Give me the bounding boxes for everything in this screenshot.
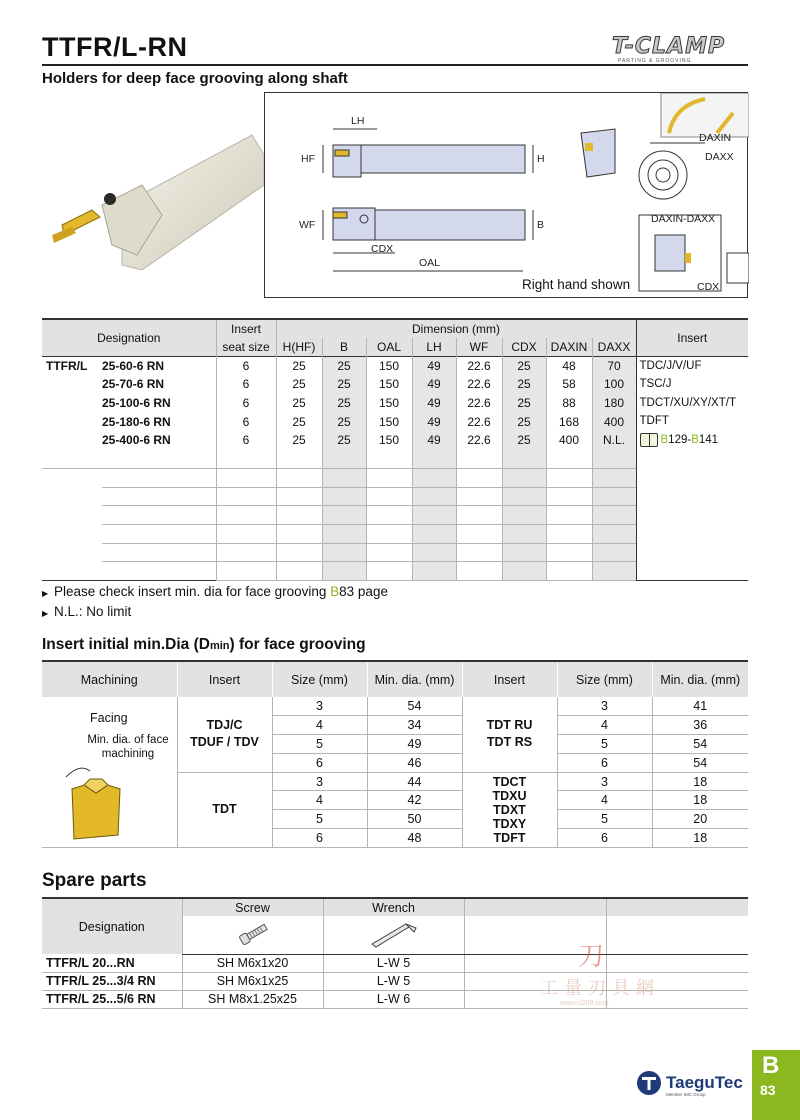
insert-name: TDT RU [486,718,533,733]
dim-cell: 49 [412,431,456,450]
spare-designation: TTFR/L 25...5/6 RN [42,990,182,1008]
cdx-label: CDX [371,243,394,255]
insert-page-ref[interactable] [640,431,719,450]
ref-page: 141 [698,433,719,446]
dim-col-header: CDX [502,338,546,357]
dim-cell: 49 [412,394,456,413]
designation-code: 25-100-6 RN [102,396,171,411]
seat-size: 6 [216,394,276,413]
facing-insert-illustration [60,757,160,845]
dim-cell: N.L. [592,431,636,450]
note-text: 83 page [339,584,388,599]
dim-cell: 25 [502,394,546,413]
logo-subtext: PARTING & GROOVING [618,58,692,64]
wrench-cell: L-W 5 [323,972,464,990]
size-cell: 3 [557,697,652,716]
designation-header: Designation [42,898,182,954]
notes [42,583,388,623]
min-dia-header: Min. dia. (mm) [652,661,748,697]
hf-label: HF [301,153,315,165]
section-tab [752,1050,800,1120]
screw-cell: SH M6x1x25 [182,972,323,990]
taegutec-icon [636,1070,662,1096]
wrench-header: Wrench [323,898,464,916]
size-cell: 6 [557,829,652,848]
spare-designation: TTFR/L 20...RN [42,954,182,972]
dim-cell: 180 [592,394,636,413]
facing-label: Facing [90,711,128,725]
machining-note: Min. dia. of face machining [87,734,169,760]
watermark-glyph: 刀 [578,941,605,971]
seat-size: 6 [216,431,276,450]
size-cell: 5 [272,810,367,829]
dim-cell: 22.6 [456,431,502,450]
note-text: Please check insert min. dia for face grooving [54,584,331,599]
size-cell: 5 [557,810,652,829]
screw-cell: SH M6x1x20 [182,954,323,972]
min-dia-cell: 50 [367,810,462,829]
designation-code: 25-400-6 RN [102,433,171,448]
insert-name: TDCT [492,774,527,789]
ref-page: 129- [668,433,692,446]
insert-group [177,772,272,847]
seat-size: 6 [216,375,276,394]
dim-cell: 58 [546,375,592,394]
designation-prefix: TTFR/L [46,358,88,373]
insert-type: TDFT [639,415,669,428]
dim-cell: 150 [366,431,412,450]
min-dia-cell: 18 [652,829,748,848]
min-dia-header: Min. dia. (mm) [367,661,462,697]
dim-cell: 22.6 [456,412,502,431]
t-clamp-logo [612,34,748,62]
size-cell: 3 [272,772,367,791]
size-cell: 5 [272,735,367,754]
daxin-daxx-label: DAXIN-DAXX [651,213,716,225]
screw-image-cell [182,916,323,954]
holder-photo [42,95,264,270]
insert-header: Insert [177,661,272,697]
taegutec-logo [636,1070,743,1096]
dim-cell: 400 [592,412,636,431]
insert-name: TDJ/C [206,718,243,733]
machining-cell [42,697,177,847]
section-letter: B [762,1052,780,1079]
lh-label: LH [351,115,365,127]
brand-sub: Member IMC Group [666,1092,706,1097]
min-dia-cell: 42 [367,791,462,810]
dim-col-header: WF [456,338,502,357]
ref-letter: B [660,433,669,446]
screw-icon [233,918,273,948]
seat-size: 6 [216,356,276,375]
size-cell: 6 [272,753,367,772]
seat-size-header-top: Insert [216,319,276,338]
size-cell: 6 [272,829,367,848]
dim-cell: 25 [276,431,322,450]
page-number: 83 [760,1082,776,1098]
daxx-label: DAXX [705,151,734,163]
min-dia-cell: 48 [367,829,462,848]
dim-cell: 25 [276,375,322,394]
dim-cell: 49 [412,412,456,431]
size-cell: 4 [557,791,652,810]
title-rule [42,64,748,66]
dimension-drawing [265,93,749,299]
dim-cell: 25 [322,412,366,431]
spare-parts-title: Spare parts [42,870,147,891]
dim-cell: 25 [502,375,546,394]
insert-type: TSC/J [639,378,672,391]
insert-name: TDFT [493,830,526,845]
cdx-detail-label: CDX [697,281,720,293]
note-item: ▶ N.L.: No limit [42,604,132,619]
dim-cell: 150 [366,375,412,394]
page-subtitle: Holders for deep face grooving along shaft [42,70,348,87]
b-label: B [537,219,545,231]
size-header: Size (mm) [272,661,367,697]
wf-label: WF [299,219,316,231]
size-cell: 3 [272,697,367,716]
dim-cell: 49 [412,356,456,375]
dim-cell: 88 [546,394,592,413]
seat-size: 6 [216,412,276,431]
size-cell: 5 [557,735,652,754]
min-dia-cell: 54 [652,753,748,772]
min-dia-cell: 54 [367,697,462,716]
insert-name: TDUF / TDV [190,735,259,750]
dim-cell: 22.6 [456,394,502,413]
dim-cell: 25 [276,356,322,375]
wrench-cell: L-W 5 [323,954,464,972]
min-dia-title: Insert initial min.Dia (Dmin) for face grooving [42,636,366,653]
daxin-label: DAXIN [699,132,732,144]
dim-cell: 25 [276,412,322,431]
dim-cell: 25 [322,356,366,375]
watermark [540,936,700,1016]
insert-name: TDT [212,802,237,817]
dim-col-header: H(HF) [276,338,322,357]
seat-size-header-bottom: seat size [216,338,276,357]
min-dia-cell: 36 [652,716,748,735]
logo-text: T-CLAMP [612,34,726,59]
watermark-text: 工量刃具網 [540,978,660,999]
note-text: N.L.: No limit [54,604,132,619]
dimension-header: Dimension (mm) [276,319,636,338]
right-hand-note: Right hand shown [522,277,631,292]
designation-code: 25-70-6 RN [102,377,165,392]
size-cell: 4 [272,716,367,735]
dim-col-header: B [322,338,366,357]
h-label: H [537,153,545,165]
dim-cell: 48 [546,356,592,375]
dim-col-header: DAXX [592,338,636,357]
dim-col-header: OAL [366,338,412,357]
wrench-icon [368,918,420,948]
min-dia-table [42,660,748,848]
dim-cell: 100 [592,375,636,394]
wrench-image-cell [323,916,464,954]
size-header: Size (mm) [557,661,652,697]
insert-name: TDXT [493,802,526,817]
note-ref-letter[interactable]: B [330,584,340,599]
dim-cell: 25 [322,431,366,450]
designation-header: Designation [42,319,216,356]
note-item: ▶ Please check insert min. dia for face grooving B83 page [42,584,388,599]
page-title: TTFR/L-RN [42,32,188,62]
machining-header: Machining [42,661,177,697]
screw-header: Screw [182,898,323,916]
insert-header: Insert [636,319,748,356]
insert-type: TDC/J/V/UF [639,359,702,372]
oal-label: OAL [419,257,441,269]
min-dia-cell: 18 [652,772,748,791]
dim-cell: 150 [366,412,412,431]
dim-cell: 150 [366,394,412,413]
size-cell: 4 [557,716,652,735]
dim-cell: 25 [502,431,546,450]
insert-name: TDXY [492,816,527,831]
insert-group [462,772,557,847]
dim-cell: 25 [322,394,366,413]
ref-letter: B [691,433,699,446]
dim-cell: 150 [366,356,412,375]
dim-col-header: LH [412,338,456,357]
dimensions-table [42,318,748,581]
brand-name: TaeguTec [666,1073,743,1092]
designation-code: 25-180-6 RN [102,414,171,429]
book-icon [640,433,658,447]
dim-cell: 25 [502,412,546,431]
dim-cell: 70 [592,356,636,375]
min-dia-cell: 46 [367,753,462,772]
size-cell: 6 [557,753,652,772]
table-row [42,356,748,375]
dim-col-header: DAXIN [546,338,592,357]
wrench-cell: L-W 6 [323,990,464,1008]
insert-type: TDCT/XU/XY/XT/T [639,396,736,409]
dim-cell: 22.6 [456,356,502,375]
dim-cell: 49 [412,375,456,394]
min-dia-cell: 41 [652,697,748,716]
min-dia-cell: 49 [367,735,462,754]
min-dia-cell: 18 [652,791,748,810]
designation-code: 25-60-6 RN [102,358,165,373]
table-row [42,697,748,716]
insert-header: Insert [462,661,557,697]
size-cell: 4 [272,791,367,810]
insert-group [462,697,557,772]
insert-name: TDXU [492,788,527,803]
dim-cell: 25 [502,356,546,375]
dim-cell: 22.6 [456,375,502,394]
dim-cell: 25 [322,375,366,394]
min-dia-cell: 20 [652,810,748,829]
spare-designation: TTFR/L 25...3/4 RN [42,972,182,990]
min-dia-cell: 34 [367,716,462,735]
screw-cell: SH M8x1.25x25 [182,990,323,1008]
min-dia-cell: 44 [367,772,462,791]
dimension-diagram [264,92,748,298]
min-dia-cell: 54 [652,735,748,754]
insert-list [636,356,748,580]
watermark-url: www.cl288.com [560,1000,609,1007]
insert-name: TDT RS [486,735,533,750]
dim-cell: 168 [546,412,592,431]
insert-group [177,697,272,772]
size-cell: 3 [557,772,652,791]
dim-cell: 400 [546,431,592,450]
dim-cell: 25 [276,394,322,413]
